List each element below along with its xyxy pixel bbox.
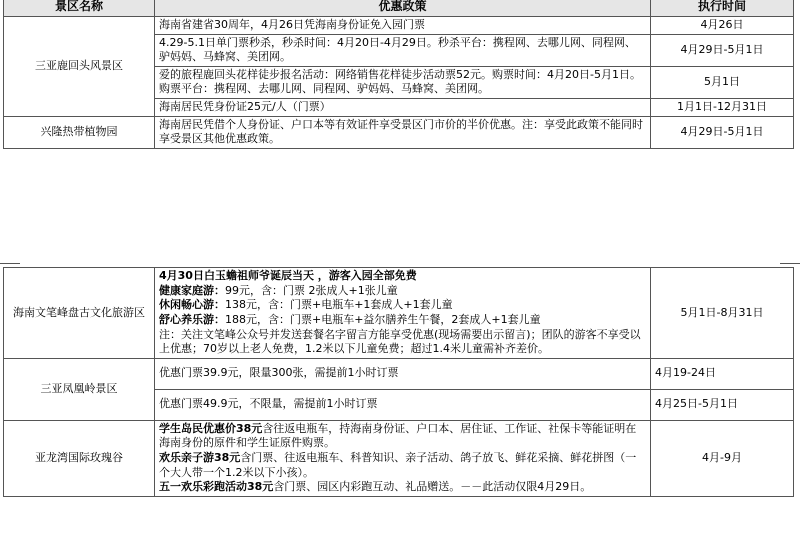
policy-cell: 海南省建省30周年，4月26日凭海南身份证免入园门票 xyxy=(155,16,651,34)
policy-cell: 海南居民凭身份证25元/人（门票） xyxy=(155,99,651,117)
table-row xyxy=(4,116,794,148)
policy-line-text: 含门票、园区内彩跑互动、礼品赠送。－－此活动仅限4月29日。 xyxy=(273,480,592,494)
time-cell: 4月29日-5月1日 xyxy=(651,34,794,66)
header-scenic-name: 景区名称 xyxy=(4,0,155,16)
policy-line-highlight: 五一欢乐彩跑活动38元 xyxy=(159,480,274,494)
table-row xyxy=(4,16,794,34)
time-cell: 5月1日-8月31日 xyxy=(651,268,794,359)
policy-cell: 优惠门票49.9元，不限量，需提前1小时订票 xyxy=(155,389,651,420)
policy-cell: 4.29-5.1日单门票秒杀，秒杀时间：4月20日-4月29日。秒杀平台：携程网、去哪儿网、同程网、驴妈妈、马蜂窝、美团网。 xyxy=(155,34,651,66)
header-time: 执行时间 xyxy=(651,0,794,16)
policy-line-text: 138元，含：门票+电瓶车+1套成人+1套儿童 xyxy=(225,298,453,312)
scenic-discount-table-1 xyxy=(3,0,794,149)
time-cell: 4月-9月 xyxy=(651,420,794,496)
policy-line-text: 99元，含：门票 2张成人+1张儿童 xyxy=(225,283,398,297)
policy-line-text: 188元，含：门票+电瓶车+益尔膳养生午餐，2套成人+1套儿童 xyxy=(225,312,541,326)
policy-line-highlight: 学生岛民优惠价38元 xyxy=(159,421,263,435)
time-cell: 4月19-24日 xyxy=(651,358,794,389)
policy-line-text: 含门票、往返电瓶车、科普知识、亲子活动、鸽子放飞、鲜花采摘、鲜花拼图（一个大人带一个1.2米以下小孩）。 xyxy=(159,451,637,479)
policy-cell xyxy=(155,268,651,359)
policy-line xyxy=(159,422,646,451)
policy-line xyxy=(159,313,646,328)
table-row xyxy=(4,268,794,359)
scenic-name: 三亚凤凰岭景区 xyxy=(4,358,155,420)
time-cell: 4月29日-5月1日 xyxy=(651,116,794,148)
policy-line xyxy=(159,451,646,480)
time-cell: 5月1日 xyxy=(651,66,794,98)
time-cell: 4月25日-5月1日 xyxy=(651,389,794,420)
time-cell: 4月26日 xyxy=(651,16,794,34)
policy-line-text: 含往返电瓶车，持海南身份证、户口本、居住证、工作证、社保卡等能证明在海南身份的原件和学生证原件购票。 xyxy=(159,421,637,450)
header-policy: 优惠政策 xyxy=(155,0,651,16)
header-row xyxy=(4,0,794,16)
policy-line xyxy=(159,284,646,299)
policy-cell: 优惠门票39.9元，限量300张，需提前1小时订票 xyxy=(155,358,651,389)
policy-line xyxy=(159,480,646,495)
scenic-name: 兴隆热带植物园 xyxy=(4,116,155,148)
scenic-name: 海南文笔峰盘古文化旅游区 xyxy=(4,268,155,359)
table-row xyxy=(4,358,794,389)
policy-line-highlight: 欢乐亲子游38元 xyxy=(159,451,241,464)
policy-line-highlight: 4月30日白玉蟾祖师爷诞辰当天 ，游客入园全部免费 xyxy=(159,269,417,282)
time-cell: 1月1日-12月31日 xyxy=(651,99,794,117)
policy-line xyxy=(159,298,646,313)
policy-cell: 爱的旅程鹿回头花样徒步报名活动：网络销售花样徒步活动票52元。购票时间：4月20日-5月1日。购票平台：携程网、去哪儿网、同程网、驴妈妈、马蜂窝、美团网。 xyxy=(155,66,651,98)
policy-line-highlight: 舒心养乐游： xyxy=(159,312,225,326)
scenic-name: 三亚鹿回头风景区 xyxy=(4,16,155,116)
policy-line-highlight: 健康家庭游： xyxy=(159,283,225,297)
scenic-name: 亚龙湾国际玫瑰谷 xyxy=(4,420,155,496)
table-row xyxy=(4,420,794,496)
policy-cell xyxy=(155,420,651,496)
policy-cell: 海南居民凭借个人身份证、户口本等有效证件享受景区门市价的半价优惠。注：享受此政策不能同时享受景区其他优惠政策。 xyxy=(155,116,651,148)
scenic-discount-table-2 xyxy=(3,267,794,497)
policy-line-note: 注：关注文笔峰公众号并发送套餐名字留言方能享受优惠(现场需要出示留言)；团队的游客不享受以上优惠；70岁以上老人免费，1.2米以下儿童免费；超过1.4米儿童需补齐差价。 xyxy=(159,327,641,356)
policy-line-highlight: 休闲畅心游： xyxy=(159,298,225,312)
